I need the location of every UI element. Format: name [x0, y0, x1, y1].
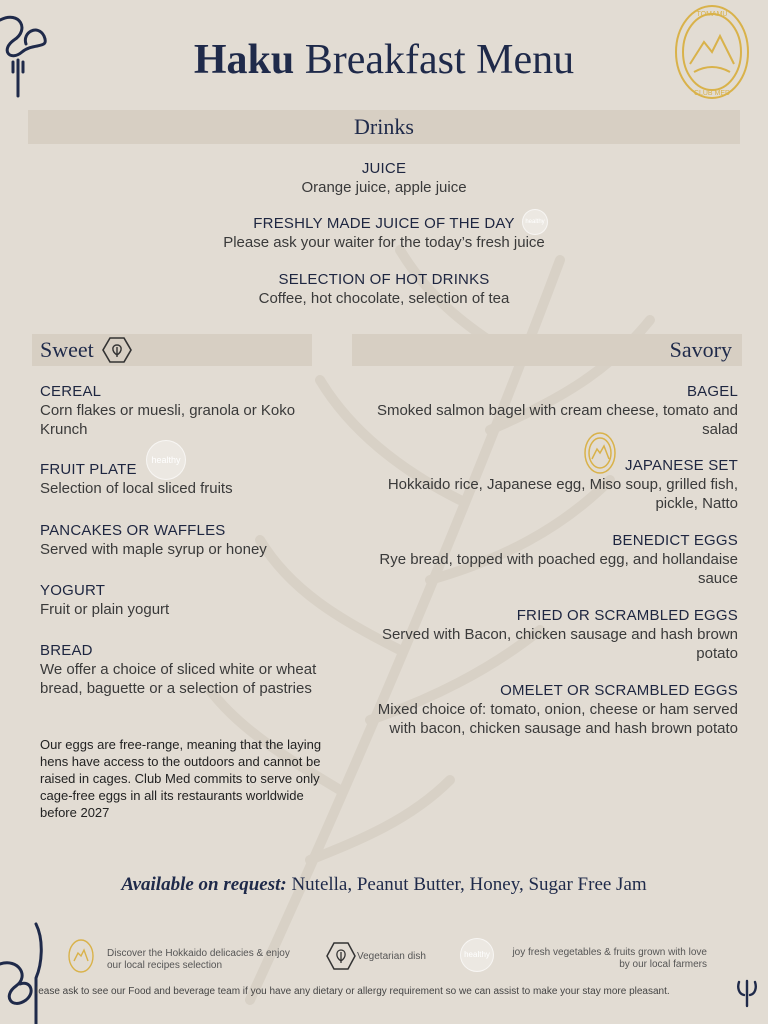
seal-bottom-text: CLUB MED: [693, 90, 731, 97]
sweet-item-name: YOGURT: [40, 582, 106, 599]
savory-item-desc: Hokkaido rice, Japanese egg, Miso soup, grilled fish, pickle, Natto: [387, 476, 738, 512]
sweet-item: [40, 521, 325, 559]
available-items: Nutella, Peanut Butter, Honey, Sugar Free Jam: [291, 874, 647, 895]
savory-item: [360, 606, 738, 663]
knife-ornament-icon: [0, 920, 50, 1024]
savory-item-desc: Mixed choice of: tomato, onion, cheese or ham served with bacon, chicken sausage and hash brown potato: [377, 701, 738, 737]
drink-item: [0, 159, 768, 197]
vegetarian-legend-text: Vegetarian dish: [357, 951, 426, 962]
healthy-badge-icon: [522, 209, 548, 235]
drink-desc: Please ask your waiter for the today’s fresh juice: [223, 234, 545, 251]
sweet-item: [40, 382, 325, 439]
drink-name: JUICE: [361, 160, 407, 177]
savory-item: [360, 531, 738, 588]
savory-item-desc: Smoked salmon bagel with cream cheese, tomato and salad: [376, 402, 738, 438]
savory-item-name: FRIED OR SCRAMBLED EGGS: [516, 607, 738, 624]
savory-heading: Savory: [669, 337, 732, 362]
title-rest: Breakfast Menu: [304, 37, 575, 83]
savory-item: [360, 382, 738, 439]
savory-item-name: BENEDICT EGGS: [612, 532, 738, 549]
hokkaido-legend-icon: [67, 938, 95, 974]
savory-item-desc: Served with Bacon, chicken sausage and hash brown potato: [381, 626, 738, 662]
healthy-legend-line2: by our local farmers: [619, 959, 707, 970]
sweet-item-name: CEREAL: [40, 383, 102, 400]
savory-item: [360, 681, 738, 738]
sweet-item-name: BREAD: [40, 642, 93, 659]
savory-item-name: JAPANESE SET: [625, 457, 738, 474]
eggs-note: Our eggs are free-range, meaning that the laying hens have access to the outdoors and cannot be raised in cages. Club Med commits to serve only cage-free eggs in all its restaurants worldwide before 2027: [40, 737, 322, 820]
drink-name: FRESHLY MADE JUICE OF THE DAY: [253, 215, 515, 232]
drink-desc: Orange juice, apple juice: [301, 179, 467, 196]
sweet-item-desc: Corn flakes or muesli, granola or Koko Krunch: [40, 402, 296, 438]
page-title: [0, 36, 768, 84]
drink-item: [0, 214, 768, 252]
sweet-item: [40, 641, 325, 698]
savory-item-name: BAGEL: [686, 383, 738, 400]
sweet-item-name: PANCAKES OR WAFFLES: [40, 522, 226, 539]
allergy-footer-note: lease ask to see our Food and beverage team if you have any dietary or allergy requirement so we can assist to make your stay more pleasant.: [36, 986, 670, 997]
healthy-badge-text: healthy: [525, 219, 545, 225]
seal-top-text: TOMAMU: [696, 11, 728, 18]
title-brand: Haku: [193, 37, 295, 83]
healthy-legend-badge-text: healthy: [464, 950, 490, 959]
drink-desc: Coffee, hot chocolate, selection of tea: [258, 290, 510, 307]
healthy-legend-line1: joy fresh vegetables & fruits grown with love: [512, 947, 707, 958]
club-med-trident-logo-icon: [734, 978, 760, 1008]
sweet-item-desc: Fruit or plain yogurt: [40, 601, 170, 618]
healthy-legend-text: [460, 947, 707, 971]
sweet-item-desc: We offer a choice of sliced white or wheat bread, baguette or a selection of pastries: [40, 661, 317, 697]
sweet-item: [40, 581, 325, 619]
vegetarian-icon: [102, 337, 132, 363]
savory-item: [360, 456, 738, 513]
sweet-heading: Sweet: [40, 337, 94, 362]
savory-item-name: OMELET OR SCRAMBLED EGGS: [500, 682, 738, 699]
sweet-item-desc: Served with maple syrup or honey: [40, 541, 267, 558]
sweet-section-bar: [32, 334, 312, 366]
available-on-request: [0, 874, 768, 896]
healthy-badge-icon: [146, 440, 186, 480]
hokkaido-legend-text: Discover the Hokkaido delicacies & enjoy our local recipes selection: [107, 948, 290, 971]
drink-name: SELECTION OF HOT DRINKS: [278, 271, 490, 288]
drink-item: [0, 270, 768, 308]
healthy-badge-text: healthy: [151, 455, 181, 465]
drinks-heading: Drinks: [354, 114, 414, 139]
sweet-item-name: FRUIT PLATE: [40, 461, 137, 478]
available-label: Available on request:: [121, 874, 287, 895]
drinks-section-bar: [28, 110, 740, 144]
vegetarian-legend-icon: [326, 942, 356, 970]
savory-item-desc: Rye bread, topped with poached egg, and hollandaise sauce: [379, 551, 738, 587]
sweet-item-desc: Selection of local sliced fruits: [40, 480, 233, 497]
savory-section-bar: [352, 334, 742, 366]
